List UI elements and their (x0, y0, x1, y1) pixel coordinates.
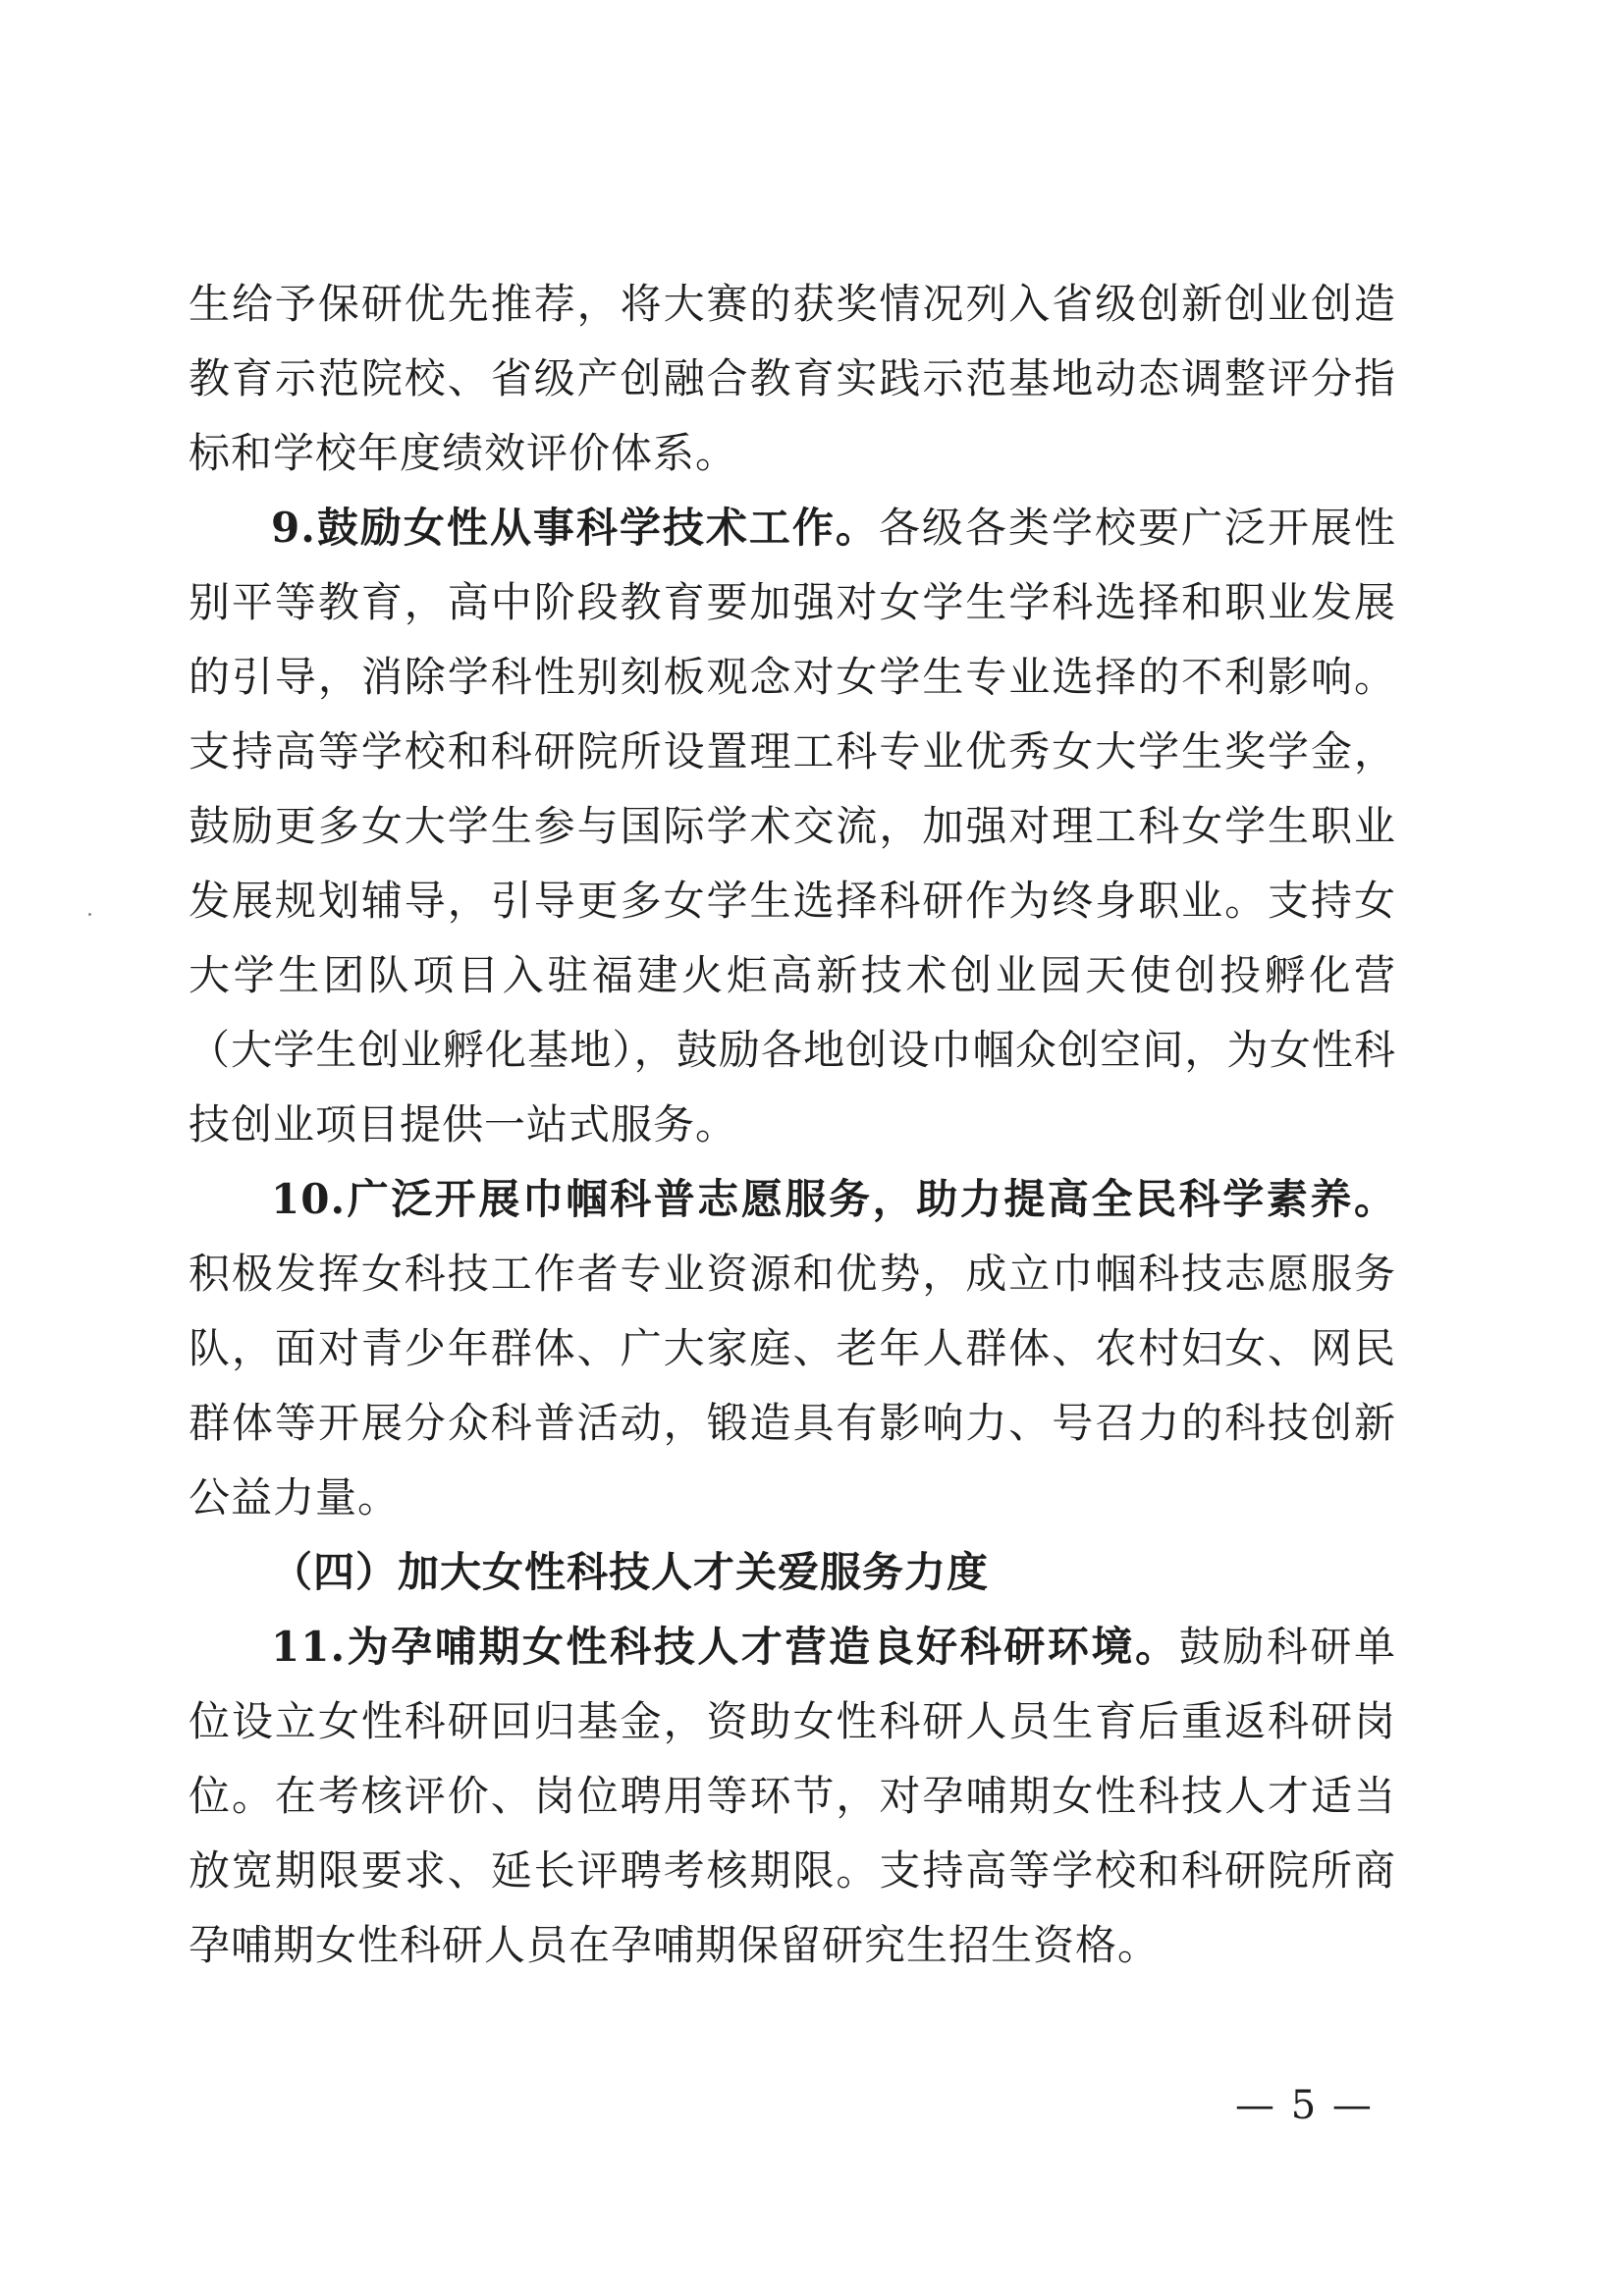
paragraph-item-10 (189, 1162, 1396, 1535)
document-body (189, 267, 1396, 1983)
paragraph-body: 生给予保研优先推荐，将大赛的获奖情况列入省级创新创业创造教育示范院校、省级产创融合教育实践示范基地动态调整评分指标和学校年度绩效评价体系。 (189, 280, 1396, 477)
paragraph-body: 鼓励科研单位设立女性科研回归基金，资助女性科研人员生育后重返科研岗位。在考核评价、岗位聘用等环节，对孕哺期女性科技人才适当放宽期限要求、延长评聘考核期限。支持高等学校和科研院所商孕哺期女性科研人员在孕哺期保留研究生招生资格。 (189, 1623, 1396, 1969)
paragraph-item-11 (189, 1610, 1396, 1983)
paragraph-lead: 9.鼓励女性从事科学技术工作。 (271, 504, 879, 552)
paragraph-body: 积极发挥女科技工作者专业资源和优势，成立巾帼科技志愿服务队，面对青少年群体、广大家庭、老年人群体、农村妇女、网民群体等开展分众科普活动，锻造具有影响力、号召力的科技创新公益力量。 (189, 1250, 1396, 1522)
paragraph-body: 各级各类学校要广泛开展性别平等教育，高中阶段教育要加强对女学生学科选择和职业发展的引导，消除学科性别刻板观念对女学生专业选择的不利影响。支持高等学校和科研院所设置理工科专业优秀女大学生奖学金，鼓励更多女大学生参与国际学术交流，加强对理工科女学生职业发展规划辅导，引导更多女学生选择科研作为终身职业。支持女大学生团队项目入驻福建火炬高新技术创业园天使创投孵化营（大学生创业孵化基地），鼓励各地创设巾帼众创空间，为女性科技创业项目提供一站式服务。 (189, 504, 1396, 1148)
paragraph-lead: 11.为孕哺期女性科技人才营造良好科研环境。 (271, 1623, 1179, 1671)
scan-speck (88, 913, 91, 916)
paragraph-lead: 10.广泛开展巾帼科普志愿服务，助力提高全民科学素养。 (271, 1175, 1396, 1223)
page-number: — 5 — (1235, 2083, 1374, 2128)
paragraph-item-9 (189, 491, 1396, 1162)
paragraph-continuation (189, 267, 1396, 491)
section-heading: （四）加大女性科技人才关爱服务力度 (271, 1548, 990, 1596)
